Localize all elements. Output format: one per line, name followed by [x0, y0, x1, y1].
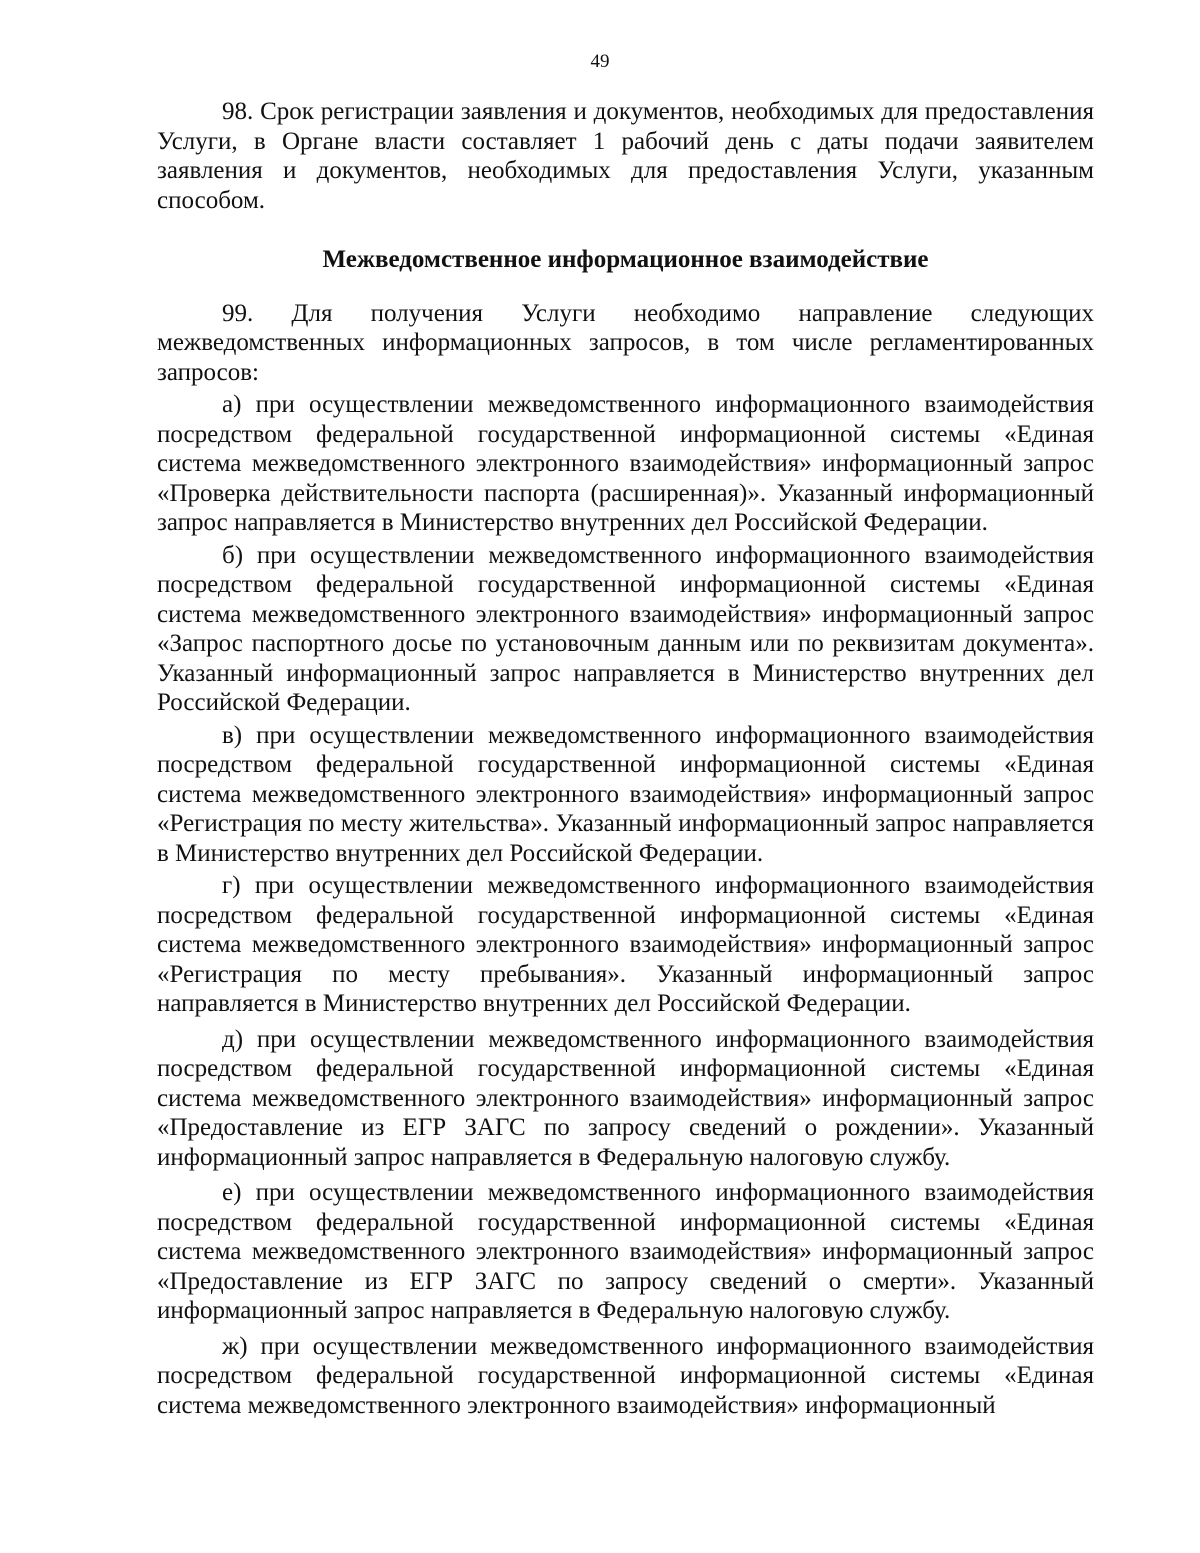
section-heading: Межведомственное информационное взаимодействие — [322, 246, 929, 273]
list-item-v: в) при осуществлении межведомственного информационного взаимодействия посредством федеральной государственной информационной системы «Единая система межведомственного электронного взаимодействия» информационный запрос «Регистрация по месту жительства». Указанный информационный запрос направляется в Министерство внутренних дел Российской Федерации. — [157, 721, 1094, 867]
paragraph-99: 99. Для получения Услуги необходимо направление следующих межведомственных информационных запросов, в том числе регламентированных запросов: — [157, 299, 1094, 386]
list-item-b: б) при осуществлении межведомственного информационного взаимодействия посредством федеральной государственной информационной системы «Единая система межведомственного электронного взаимодействия» информационный запрос «Запрос паспортного досье по установочным данным или по реквизитам документа». Указанный информационный запрос направляется в Министерство внутренних дел Российской Федерации. — [157, 541, 1094, 716]
list-item-g: г) при осуществлении межведомственного информационного взаимодействия посредством федеральной государственной информационной системы «Единая система межведомственного электронного взаимодействия» информационный запрос «Регистрация по месту пребывания». Указанный информационный запрос направляется в Министерство внутренних дел Российской Федерации. — [157, 872, 1094, 1017]
list-item-d: д) при осуществлении межведомственного информационного взаимодействия посредством федеральной государственной информационной системы «Единая система межведомственного электронного взаимодействия» информационный запрос «Предоставление из ЕГР ЗАГС по запросу сведений о рождении». Указанный информационный запрос направляется в Федеральную налоговую службу. — [157, 1025, 1094, 1171]
list-item-zh: ж) при осуществлении межведомственного информационного взаимодействия посредством федеральной государственной информационной системы «Единая система межведомственного электронного взаимодействия» информационный — [157, 1332, 1094, 1419]
list-item-a: а) при осуществлении межведомственного информационного взаимодействия посредством федеральной государственной информационной системы «Единая система межведомственного электронного взаимодействия» информационный запрос «Проверка действительности паспорта (расширенная)». Указанный информационный запрос направляется в Министерство внутренних дел Российской Федерации. — [157, 391, 1094, 536]
page-number: 49 — [590, 51, 610, 72]
list-item-e: е) при осуществлении межведомственного информационного взаимодействия посредством федеральной государственной информационной системы «Единая система межведомственного электронного взаимодействия» информационный запрос «Предоставление из ЕГР ЗАГС по запросу сведений о смерти». Указанный информационный запрос направляется в Федеральную налоговую службу. — [157, 1179, 1094, 1324]
document-body — [157, 97, 1094, 1420]
paragraph-98: 98. Срок регистрации заявления и документов, необходимых для предоставления Услуги, в Органе власти составляет 1 рабочий день с даты подачи заявителем заявления и документов, необходимых для предоставления Услуги, указанным способом. — [157, 98, 1094, 214]
